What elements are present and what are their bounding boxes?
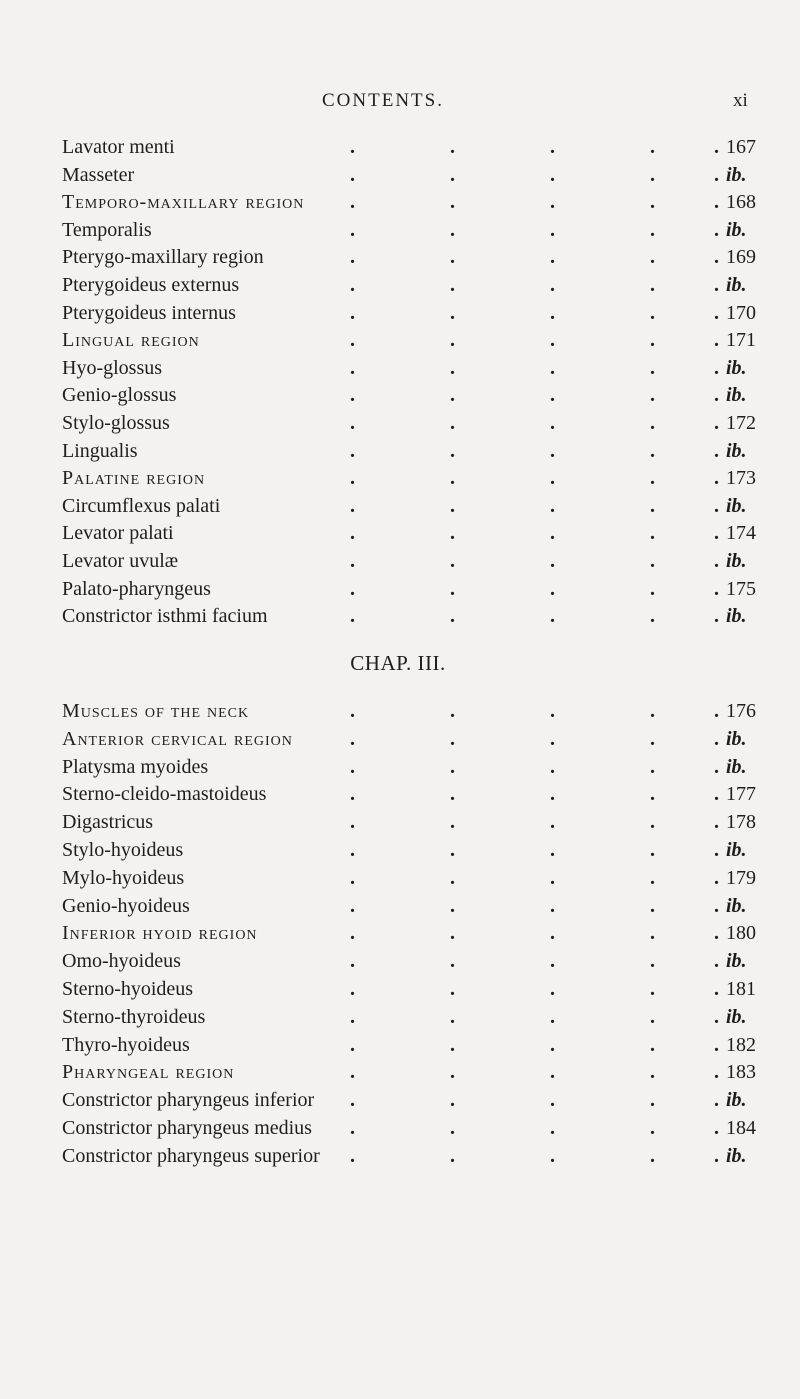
contents-entry: Lingual region . . . . . 171 [62, 327, 742, 355]
entry-title: Levator palati [62, 522, 174, 545]
entry-page-number: 183 [726, 1061, 756, 1084]
entry-title: Sterno-hyoideus [62, 977, 194, 1000]
contents-list-section-a [62, 134, 756, 631]
entry-page-number: ib. [726, 494, 747, 517]
contents-entry: Constrictor pharyngeus medius . . . . . 184 [62, 1115, 742, 1143]
entry-page-number: 173 [726, 467, 756, 490]
entry-title: Digastricus [62, 811, 154, 834]
page-number: xi [733, 90, 748, 111]
entry-page-number: 181 [726, 977, 756, 1000]
entry-page-number: ib. [726, 163, 747, 186]
entry-title: Lingualis [62, 439, 138, 462]
entry-title: Palatine region [62, 467, 206, 490]
entry-title: Inferior hyoid region [62, 922, 258, 945]
contents-entry: Constrictor pharyngeus inferior . . . . . ib. [62, 1087, 742, 1115]
contents-entry: Stylo-glossus . . . . . 172 [62, 410, 742, 438]
entry-page-number: 176 [726, 700, 756, 722]
entry-page-number: 171 [726, 329, 756, 352]
entry-page-number: 167 [726, 136, 756, 158]
entry-title: Levator uvulæ [62, 549, 179, 572]
entry-page-number: ib. [726, 894, 747, 917]
contents-entry: Digastricus . . . . . 178 [62, 809, 742, 837]
entry-title: Anterior cervical region [62, 727, 293, 750]
entry-title: Pterygo-maxillary region [62, 246, 264, 269]
contents-entry: Pharyngeal region . . . . . 183 [62, 1059, 742, 1087]
entry-page-number: ib. [726, 218, 747, 241]
entry-title: Thyro-hyoideus [62, 1033, 190, 1056]
contents-entry: Mylo-hyoideus . . . . . 179 [62, 865, 742, 893]
entry-page-number: 180 [726, 922, 756, 945]
contents-entry: Anterior cervical region . . . . . ib. [62, 726, 742, 754]
entry-title: Lingual region [62, 329, 200, 352]
entry-title: Pharyngeal region [62, 1061, 235, 1084]
entry-title: Circumflexus palati [62, 494, 221, 517]
entry-page-number: ib. [726, 549, 747, 572]
chapter-title: CHAP. III. [350, 651, 446, 675]
entry-title: Masseter [62, 163, 135, 186]
entry-title: Mylo-hyoideus [62, 866, 185, 889]
contents-entry: Pterygo-maxillary region . . . . . 169 [62, 244, 742, 272]
contents-entry: Omo-hyoideus . . . . . ib. [62, 948, 742, 976]
entry-title: Genio-hyoideus [62, 894, 190, 917]
entry-page-number: 174 [726, 522, 756, 545]
entry-page-number: ib. [726, 439, 747, 462]
entry-title: Stylo-glossus [62, 411, 170, 434]
contents-entry: Stylo-hyoideus . . . . . ib. [62, 837, 742, 865]
contents-entry: Masseter . . . . . ib. [62, 162, 742, 190]
running-head [0, 90, 800, 114]
entry-page-number: ib. [726, 605, 747, 628]
entry-title: Sterno-cleido-mastoideus [62, 783, 267, 806]
contents-list-section-b [62, 698, 756, 1171]
entry-page-number: 172 [726, 411, 756, 434]
entry-page-number: 179 [726, 866, 756, 889]
contents-entry: Inferior hyoid region . . . . . 180 [62, 920, 742, 948]
entry-page-number: ib. [726, 1005, 747, 1028]
entry-page-number: ib. [726, 950, 747, 973]
entry-page-number: 168 [726, 191, 756, 214]
entry-title: Platysma myoides [62, 755, 209, 778]
entry-page-number: ib. [726, 1144, 747, 1167]
entry-title: Genio-glossus [62, 384, 177, 407]
contents-entry: Circumflexus palati . . . . . ib. [62, 493, 742, 521]
contents-entry: Sterno-cleido-mastoideus . . . . . 177 [62, 781, 742, 809]
entry-page-number: 178 [726, 811, 756, 834]
entry-title: Muscles of the neck [62, 700, 250, 722]
entry-page-number: ib. [726, 356, 747, 379]
entry-page-number: 182 [726, 1033, 756, 1056]
entry-title: Constrictor isthmi facium [62, 605, 268, 628]
contents-entry: Genio-glossus . . . . . ib. [62, 382, 742, 410]
entry-page-number: 169 [726, 246, 756, 269]
entry-title: Omo-hyoideus [62, 950, 181, 973]
contents-entry: Sterno-hyoideus . . . . . 181 [62, 976, 742, 1004]
contents-entry: Lingualis . . . . . ib. [62, 438, 742, 466]
contents-entry: Sterno-thyroideus . . . . . ib. [62, 1004, 742, 1032]
contents-entry: Hyo-glossus . . . . . ib. [62, 355, 742, 383]
contents-entry: Pterygoideus externus . . . . . ib. [62, 272, 742, 300]
contents-entry: Constrictor isthmi facium . . . . . ib. [62, 603, 742, 631]
entry-page-number: ib. [726, 727, 747, 750]
entry-title: Stylo-hyoideus [62, 838, 184, 861]
contents-entry: Constrictor pharyngeus superior . . . . . ib. [62, 1143, 742, 1171]
contents-entry: Thyro-hyoideus . . . . . 182 [62, 1032, 742, 1060]
entry-title: Sterno-thyroideus [62, 1005, 206, 1028]
contents-entry: Palato-pharyngeus . . . . . 175 [62, 576, 742, 604]
contents-entry: Temporalis . . . . . ib. [62, 217, 742, 245]
contents-entry: Pterygoideus internus . . . . . 170 [62, 300, 742, 328]
entry-title: Pterygoideus internus [62, 301, 236, 324]
entry-title: Palato-pharyngeus [62, 577, 211, 600]
entry-page-number: 177 [726, 783, 756, 806]
entry-page-number: ib. [726, 384, 747, 407]
entry-page-number: ib. [726, 273, 747, 296]
entry-page-number: ib. [726, 1089, 747, 1112]
entry-title: Pterygoideus externus [62, 273, 240, 296]
running-head-title: CONTENTS. [322, 90, 444, 111]
contents-entry: Muscles of the neck . . . . . 176 [62, 698, 742, 726]
entry-title: Constrictor pharyngeus inferior [62, 1089, 315, 1112]
contents-entry: Levator uvulæ . . . . . ib. [62, 548, 742, 576]
contents-entry: Lavator menti . . . . . 167 [62, 134, 742, 162]
entry-page-number: 175 [726, 577, 756, 600]
contents-entry: Palatine region . . . . . 173 [62, 465, 742, 493]
chapter-heading [0, 651, 800, 676]
contents-entry: Genio-hyoideus . . . . . ib. [62, 893, 742, 921]
contents-entry: Platysma myoides . . . . . ib. [62, 754, 742, 782]
entry-page-number: ib. [726, 755, 747, 778]
entry-title: Temporo-maxillary region [62, 191, 305, 214]
entry-page-number: 170 [726, 301, 756, 324]
entry-page-number: ib. [726, 838, 747, 861]
entry-title: Temporalis [62, 218, 152, 241]
entry-page-number: 184 [726, 1116, 756, 1139]
entry-title: Lavator menti [62, 136, 175, 158]
entry-title: Hyo-glossus [62, 356, 163, 379]
contents-entry: Levator palati . . . . . 174 [62, 520, 742, 548]
entry-title: Constrictor pharyngeus medius [62, 1116, 312, 1139]
entry-title: Constrictor pharyngeus superior [62, 1144, 320, 1167]
contents-entry: Temporo-maxillary region . . . . . 168 [62, 189, 742, 217]
